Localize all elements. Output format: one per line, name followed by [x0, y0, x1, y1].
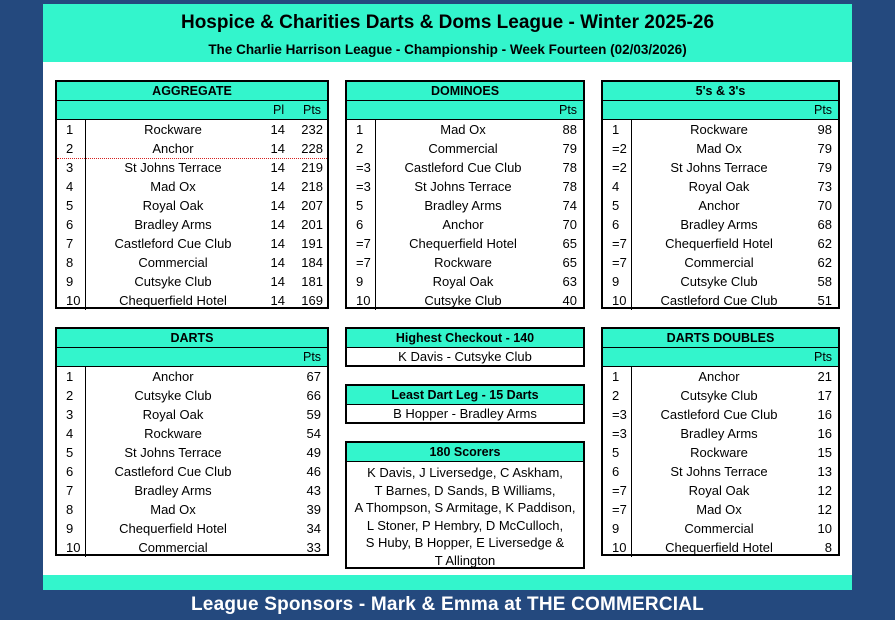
- points-cell: 51: [817, 293, 832, 308]
- team-cell: Rockware: [434, 255, 492, 270]
- points-cell: 219: [301, 160, 323, 175]
- points-cell: 67: [306, 369, 321, 384]
- rank-cell: =7: [612, 236, 627, 251]
- col-pts: Pts: [559, 103, 578, 117]
- rank-cell: 7: [66, 236, 74, 251]
- rank-cell: 6: [66, 464, 74, 479]
- team-cell: Bradley Arms: [424, 198, 502, 213]
- team-cell: Castleford Cue Club: [114, 464, 232, 479]
- rank-cell: 10: [612, 540, 627, 555]
- rank-cell: =3: [356, 179, 371, 194]
- table-row: [603, 177, 838, 196]
- played-cell: 14: [270, 274, 285, 289]
- darts-title: DARTS: [57, 329, 327, 348]
- team-cell: Bradley Arms: [134, 483, 212, 498]
- scorers-line: L Stoner, P Hembry, D McCulloch,: [366, 517, 564, 533]
- table-row: [347, 272, 583, 291]
- points-cell: 184: [301, 255, 323, 270]
- team-cell: Royal Oak: [688, 483, 750, 498]
- scorers-180-title: 180 Scorers: [347, 443, 583, 462]
- points-cell: 232: [301, 122, 323, 137]
- table-row: [347, 291, 583, 310]
- played-cell: 14: [270, 179, 285, 194]
- table-row: [347, 158, 583, 177]
- table-row: [347, 196, 583, 215]
- rank-cell: =2: [612, 160, 627, 175]
- team-cell: Commercial: [428, 141, 498, 156]
- team-cell: St Johns Terrace: [414, 179, 512, 194]
- points-cell: 62: [817, 236, 832, 251]
- table-row: [603, 272, 838, 291]
- rank-cell: 2: [66, 388, 74, 403]
- fives-threes-column-header: [603, 101, 838, 120]
- rank-cell: 5: [356, 198, 364, 213]
- points-cell: 88: [562, 122, 577, 137]
- rank-cell: 2: [612, 388, 620, 403]
- points-cell: 12: [817, 483, 832, 498]
- points-cell: 74: [562, 198, 577, 213]
- points-cell: 17: [817, 388, 832, 403]
- page-subtitle: The Charlie Harrison League - Championship - Week Fourteen (02/03/2026): [208, 42, 687, 57]
- highest-checkout-title: Highest Checkout - 140: [347, 329, 583, 348]
- team-cell: Commercial: [684, 255, 754, 270]
- least-dart-leg-text: B Hopper - Bradley Arms: [393, 406, 537, 421]
- rank-cell: 6: [356, 217, 364, 232]
- table-row: [603, 367, 838, 386]
- rank-cell: 3: [66, 160, 74, 175]
- rank-cell: 1: [612, 369, 620, 384]
- rank-cell: 6: [612, 464, 620, 479]
- aggregate-table: [55, 80, 329, 309]
- team-cell: Royal Oak: [142, 198, 204, 213]
- team-cell: Rockware: [144, 122, 202, 137]
- rank-cell: =7: [356, 236, 371, 251]
- points-cell: 39: [306, 502, 321, 517]
- team-cell: Cutsyke Club: [424, 293, 502, 308]
- darts-column-header: [57, 348, 327, 367]
- rank-cell: 8: [66, 502, 74, 517]
- points-cell: 181: [301, 274, 323, 289]
- table-row: [57, 158, 327, 177]
- points-cell: 59: [306, 407, 321, 422]
- table-row: [603, 500, 838, 519]
- rank-cell: =3: [356, 160, 371, 175]
- team-cell: Bradley Arms: [134, 217, 212, 232]
- team-cell: Castleford Cue Club: [114, 236, 232, 251]
- points-cell: 54: [306, 426, 321, 441]
- table-row: [57, 481, 327, 500]
- points-cell: 16: [817, 426, 832, 441]
- aggregate-body: [57, 120, 327, 310]
- played-cell: 14: [270, 217, 285, 232]
- table-row: [347, 139, 583, 158]
- col-pts: Pts: [303, 103, 322, 117]
- team-cell: Chequerfield Hotel: [409, 236, 517, 251]
- team-cell: St Johns Terrace: [124, 160, 222, 175]
- team-cell: Chequerfield Hotel: [119, 293, 227, 308]
- played-cell: 14: [270, 236, 285, 251]
- aggregate-title: AGGREGATE: [57, 82, 327, 101]
- table-row: [57, 386, 327, 405]
- team-cell: St Johns Terrace: [124, 445, 222, 460]
- table-row: [57, 500, 327, 519]
- rank-cell: 7: [66, 483, 74, 498]
- table-row: [603, 253, 838, 272]
- team-cell: Anchor: [698, 369, 740, 384]
- team-cell: Royal Oak: [432, 274, 494, 289]
- table-row: [603, 120, 838, 139]
- rank-cell: 4: [66, 179, 74, 194]
- col-pts: Pts: [814, 350, 833, 364]
- rank-cell: 2: [356, 141, 364, 156]
- table-row: [347, 253, 583, 272]
- points-cell: 15: [817, 445, 832, 460]
- team-cell: Cutsyke Club: [680, 388, 758, 403]
- scorers-line: S Huby, B Hopper, E Liversedge &: [365, 535, 565, 550]
- played-cell: 14: [270, 255, 285, 270]
- scorers-line: T Barnes, D Sands, B Williams,: [374, 482, 556, 498]
- team-cell: Royal Oak: [688, 179, 750, 194]
- team-cell: St Johns Terrace: [670, 160, 768, 175]
- points-cell: 79: [562, 141, 577, 156]
- points-cell: 68: [817, 217, 832, 232]
- darts-doubles-table: [601, 327, 840, 556]
- team-cell: Chequerfield Hotel: [665, 540, 773, 555]
- rank-cell: 1: [356, 122, 364, 137]
- played-cell: 14: [270, 141, 285, 156]
- points-cell: 228: [301, 141, 323, 156]
- table-row: [347, 215, 583, 234]
- team-cell: Anchor: [698, 198, 740, 213]
- table-row: [57, 367, 327, 386]
- team-cell: Castleford Cue Club: [404, 160, 522, 175]
- points-cell: 10: [817, 521, 832, 536]
- team-cell: Chequerfield Hotel: [665, 236, 773, 251]
- relegation-divider: [57, 158, 327, 159]
- points-cell: 65: [562, 236, 577, 251]
- points-cell: 58: [817, 274, 832, 289]
- table-row: [57, 272, 327, 291]
- team-cell: Mad Ox: [150, 502, 196, 517]
- points-cell: 79: [817, 141, 832, 156]
- team-cell: Commercial: [138, 540, 208, 555]
- team-cell: Mad Ox: [696, 502, 742, 517]
- dominoes-title: DOMINOES: [347, 82, 583, 101]
- rank-cell: 8: [66, 255, 74, 270]
- points-cell: 66: [306, 388, 321, 403]
- table-row: [603, 291, 838, 310]
- table-row: [57, 424, 327, 443]
- rank-cell: 6: [66, 217, 74, 232]
- rank-cell: 10: [66, 293, 81, 308]
- team-cell: Mad Ox: [440, 122, 486, 137]
- team-cell: Anchor: [152, 369, 194, 384]
- table-row: [57, 120, 327, 139]
- points-cell: 201: [301, 217, 323, 232]
- col-pl: Pl: [273, 103, 285, 117]
- points-cell: 65: [562, 255, 577, 270]
- table-row: [57, 177, 327, 196]
- table-row: [603, 386, 838, 405]
- rank-cell: 1: [66, 122, 74, 137]
- points-cell: 169: [301, 293, 323, 308]
- rank-cell: 5: [612, 445, 620, 460]
- team-cell: Mad Ox: [696, 141, 742, 156]
- rank-cell: =7: [612, 483, 627, 498]
- rank-cell: 1: [612, 122, 620, 137]
- header-banner: [43, 4, 852, 62]
- points-cell: 79: [817, 160, 832, 175]
- table-row: [603, 462, 838, 481]
- table-row: [57, 519, 327, 538]
- team-cell: Bradley Arms: [680, 217, 758, 232]
- table-row: [57, 215, 327, 234]
- table-row: [57, 405, 327, 424]
- darts-body: [57, 367, 327, 557]
- rank-cell: 5: [66, 198, 74, 213]
- table-row: [603, 538, 838, 557]
- team-cell: St Johns Terrace: [670, 464, 768, 479]
- rank-cell: 10: [612, 293, 627, 308]
- points-cell: 218: [301, 179, 323, 194]
- highest-checkout-box: [345, 327, 585, 367]
- rank-cell: =3: [612, 426, 627, 441]
- points-cell: 78: [562, 179, 577, 194]
- points-cell: 16: [817, 407, 832, 422]
- table-row: [603, 519, 838, 538]
- table-row: [603, 405, 838, 424]
- table-row: [57, 443, 327, 462]
- points-cell: 62: [817, 255, 832, 270]
- points-cell: 34: [306, 521, 321, 536]
- played-cell: 14: [270, 293, 285, 308]
- rank-cell: 9: [66, 521, 74, 536]
- team-cell: Commercial: [684, 521, 754, 536]
- darts-table: [55, 327, 329, 556]
- table-row: [603, 481, 838, 500]
- highest-checkout-text: K Davis - Cutsyke Club: [398, 349, 532, 364]
- rank-cell: =2: [612, 141, 627, 156]
- rank-cell: =7: [612, 255, 627, 270]
- rank-cell: 3: [66, 407, 74, 422]
- dominoes-body: [347, 120, 583, 310]
- least-dart-leg-box: [345, 384, 585, 424]
- dominoes-column-header: [347, 101, 583, 120]
- points-cell: 73: [817, 179, 832, 194]
- table-row: [603, 443, 838, 462]
- team-cell: Rockware: [690, 122, 748, 137]
- points-cell: 49: [306, 445, 321, 460]
- played-cell: 14: [270, 160, 285, 175]
- points-cell: 46: [306, 464, 321, 479]
- rank-cell: 9: [612, 521, 620, 536]
- rank-cell: 1: [66, 369, 74, 384]
- scorers-line: K Davis, J Liversedge, C Askham,: [367, 465, 563, 480]
- rank-cell: 9: [66, 274, 74, 289]
- rank-cell: =7: [356, 255, 371, 270]
- points-cell: 98: [817, 122, 832, 137]
- table-row: [347, 177, 583, 196]
- points-cell: 43: [306, 483, 321, 498]
- scorers-180-box: [345, 441, 585, 569]
- table-row: [57, 139, 327, 158]
- rank-cell: =7: [612, 502, 627, 517]
- fives-threes-body: [603, 120, 838, 310]
- rank-cell: 9: [612, 274, 620, 289]
- bottom-strip: [43, 575, 852, 590]
- table-row: [57, 234, 327, 253]
- team-cell: Royal Oak: [142, 407, 204, 422]
- team-cell: Rockware: [144, 426, 202, 441]
- rank-cell: =3: [612, 407, 627, 422]
- team-cell: Bradley Arms: [680, 426, 758, 441]
- rank-cell: 10: [66, 540, 81, 555]
- team-cell: Chequerfield Hotel: [119, 521, 227, 536]
- points-cell: 40: [562, 293, 577, 308]
- page-title: Hospice & Charities Darts & Doms League - Winter 2025-26: [180, 12, 715, 33]
- rank-cell: 6: [612, 217, 620, 232]
- points-cell: 12: [817, 502, 832, 517]
- least-dart-leg-title: Least Dart Leg - 15 Darts: [347, 386, 583, 405]
- points-cell: 63: [562, 274, 577, 289]
- rank-cell: 10: [356, 293, 371, 308]
- table-row: [603, 158, 838, 177]
- team-cell: Commercial: [138, 255, 208, 270]
- table-row: [57, 253, 327, 272]
- points-cell: 21: [817, 369, 832, 384]
- col-pts: Pts: [814, 103, 833, 117]
- rank-cell: 4: [66, 426, 74, 441]
- points-cell: 207: [301, 198, 323, 213]
- scorers-180-list: [347, 462, 583, 569]
- points-cell: 70: [817, 198, 832, 213]
- table-row: [347, 120, 583, 139]
- rank-cell: 4: [612, 179, 620, 194]
- table-row: [347, 234, 583, 253]
- team-cell: Anchor: [442, 217, 484, 232]
- dominoes-table: [345, 80, 585, 309]
- darts-doubles-title: DARTS DOUBLES: [603, 329, 838, 348]
- rank-cell: 2: [66, 141, 74, 156]
- darts-doubles-column-header: [603, 348, 838, 367]
- table-row: [603, 139, 838, 158]
- scorers-line: A Thompson, S Armitage, K Paddison,: [354, 500, 576, 515]
- table-row: [57, 291, 327, 310]
- table-row: [603, 424, 838, 443]
- played-cell: 14: [270, 122, 285, 137]
- rank-cell: 5: [66, 445, 74, 460]
- team-cell: Castleford Cue Club: [660, 293, 778, 308]
- team-cell: Mad Ox: [150, 179, 196, 194]
- played-cell: 14: [270, 198, 285, 213]
- table-row: [57, 462, 327, 481]
- table-row: [603, 234, 838, 253]
- team-cell: Anchor: [152, 141, 194, 156]
- table-row: [57, 538, 327, 557]
- table-row: [57, 196, 327, 215]
- rank-cell: 9: [356, 274, 364, 289]
- darts-doubles-body: [603, 367, 838, 557]
- team-cell: Cutsyke Club: [134, 388, 212, 403]
- fives-threes-title: 5's & 3's: [603, 82, 838, 101]
- scorers-line: T Allington: [434, 552, 496, 568]
- table-row: [603, 196, 838, 215]
- aggregate-column-header: [57, 101, 327, 120]
- points-cell: 8: [824, 540, 832, 555]
- sponsor-footer: League Sponsors - Mark & Emma at THE COMMERCIAL: [191, 594, 704, 615]
- table-row: [603, 215, 838, 234]
- fives-threes-table: [601, 80, 840, 309]
- team-cell: Cutsyke Club: [134, 274, 212, 289]
- points-cell: 13: [817, 464, 832, 479]
- points-cell: 70: [562, 217, 577, 232]
- col-pts: Pts: [303, 350, 322, 364]
- points-cell: 78: [562, 160, 577, 175]
- points-cell: 33: [306, 540, 321, 555]
- team-cell: Rockware: [690, 445, 748, 460]
- team-cell: Cutsyke Club: [680, 274, 758, 289]
- points-cell: 191: [301, 236, 323, 251]
- team-cell: Castleford Cue Club: [660, 407, 778, 422]
- rank-cell: 5: [612, 198, 620, 213]
